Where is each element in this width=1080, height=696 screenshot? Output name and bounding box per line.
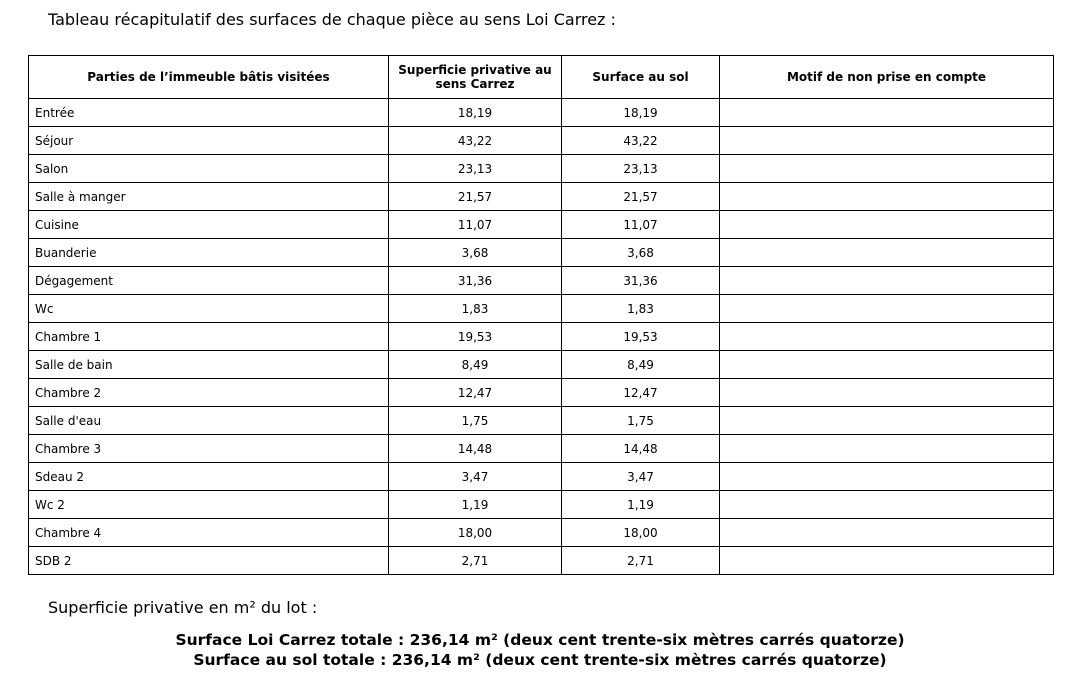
- cell-sol: 1,75: [562, 407, 720, 435]
- total-carrez: Surface Loi Carrez totale : 236,14 m² (deux cent trente-six mètres carrés quatorze): [175, 631, 905, 649]
- cell-piece: Salon: [29, 155, 389, 183]
- cell-carrez: 43,22: [389, 127, 562, 155]
- table-row: [29, 519, 1054, 547]
- cell-motif: [720, 323, 1054, 351]
- cell-piece: Salle d'eau: [29, 407, 389, 435]
- cell-carrez: 12,47: [389, 379, 562, 407]
- cell-carrez: 1,75: [389, 407, 562, 435]
- intro-heading: Tableau récapitulatif des surfaces de chaque pièce au sens Loi Carrez :: [48, 10, 616, 29]
- lot-label: Superficie privative en m² du lot :: [48, 598, 318, 617]
- cell-carrez: 2,71: [389, 547, 562, 575]
- cell-sol: 23,13: [562, 155, 720, 183]
- header-surface-sol: Surface au sol: [562, 56, 720, 99]
- cell-motif: [720, 351, 1054, 379]
- cell-piece: Salle de bain: [29, 351, 389, 379]
- table-row: [29, 379, 1054, 407]
- cell-motif: [720, 99, 1054, 127]
- table-row: [29, 183, 1054, 211]
- table-row: [29, 323, 1054, 351]
- surfaces-table: [28, 55, 1054, 575]
- cell-piece: Chambre 1: [29, 323, 389, 351]
- cell-carrez: 18,00: [389, 519, 562, 547]
- table-row: [29, 127, 1054, 155]
- cell-sol: 21,57: [562, 183, 720, 211]
- cell-motif: [720, 491, 1054, 519]
- header-superficie-carrez: Superficie privative au sens Carrez: [389, 56, 562, 99]
- cell-sol: 8,49: [562, 351, 720, 379]
- cell-sol: 1,19: [562, 491, 720, 519]
- cell-motif: [720, 547, 1054, 575]
- cell-motif: [720, 463, 1054, 491]
- cell-carrez: 1,19: [389, 491, 562, 519]
- cell-piece: Dégagement: [29, 267, 389, 295]
- table-row: [29, 463, 1054, 491]
- cell-piece: Wc: [29, 295, 389, 323]
- cell-sol: 1,83: [562, 295, 720, 323]
- cell-motif: [720, 407, 1054, 435]
- cell-carrez: 1,83: [389, 295, 562, 323]
- cell-sol: 31,36: [562, 267, 720, 295]
- cell-piece: SDB 2: [29, 547, 389, 575]
- table-row: [29, 491, 1054, 519]
- cell-motif: [720, 267, 1054, 295]
- totals-block: [0, 630, 1080, 670]
- cell-sol: 12,47: [562, 379, 720, 407]
- cell-sol: 2,71: [562, 547, 720, 575]
- cell-piece: Wc 2: [29, 491, 389, 519]
- cell-carrez: 23,13: [389, 155, 562, 183]
- cell-piece: Salle à manger: [29, 183, 389, 211]
- cell-sol: 43,22: [562, 127, 720, 155]
- table-row: [29, 239, 1054, 267]
- cell-motif: [720, 211, 1054, 239]
- table-row: [29, 155, 1054, 183]
- cell-carrez: 3,47: [389, 463, 562, 491]
- cell-motif: [720, 295, 1054, 323]
- cell-piece: Buanderie: [29, 239, 389, 267]
- cell-piece: Chambre 3: [29, 435, 389, 463]
- table-row: [29, 267, 1054, 295]
- header-motif: Motif de non prise en compte: [720, 56, 1054, 99]
- table-row: [29, 351, 1054, 379]
- cell-motif: [720, 183, 1054, 211]
- header-parties: Parties de l’immeuble bâtis visitées: [29, 56, 389, 99]
- cell-sol: 19,53: [562, 323, 720, 351]
- table-row: [29, 407, 1054, 435]
- cell-motif: [720, 519, 1054, 547]
- table-row: [29, 295, 1054, 323]
- cell-carrez: 19,53: [389, 323, 562, 351]
- cell-carrez: 31,36: [389, 267, 562, 295]
- cell-sol: 3,68: [562, 239, 720, 267]
- cell-sol: 14,48: [562, 435, 720, 463]
- cell-piece: Chambre 2: [29, 379, 389, 407]
- table-row: [29, 99, 1054, 127]
- cell-sol: 18,00: [562, 519, 720, 547]
- cell-sol: 18,19: [562, 99, 720, 127]
- cell-piece: Entrée: [29, 99, 389, 127]
- cell-piece: Sdeau 2: [29, 463, 389, 491]
- cell-motif: [720, 239, 1054, 267]
- table-row: [29, 211, 1054, 239]
- cell-carrez: 8,49: [389, 351, 562, 379]
- table-row: [29, 435, 1054, 463]
- cell-piece: Cuisine: [29, 211, 389, 239]
- cell-motif: [720, 379, 1054, 407]
- cell-sol: 11,07: [562, 211, 720, 239]
- cell-sol: 3,47: [562, 463, 720, 491]
- cell-carrez: 11,07: [389, 211, 562, 239]
- total-sol: Surface au sol totale : 236,14 m² (deux cent trente-six mètres carrés quatorze): [193, 651, 887, 669]
- table-row: [29, 547, 1054, 575]
- cell-motif: [720, 155, 1054, 183]
- cell-carrez: 3,68: [389, 239, 562, 267]
- cell-motif: [720, 127, 1054, 155]
- cell-carrez: 18,19: [389, 99, 562, 127]
- cell-piece: Séjour: [29, 127, 389, 155]
- cell-carrez: 21,57: [389, 183, 562, 211]
- cell-motif: [720, 435, 1054, 463]
- cell-carrez: 14,48: [389, 435, 562, 463]
- cell-piece: Chambre 4: [29, 519, 389, 547]
- table-header-row: [29, 56, 1054, 99]
